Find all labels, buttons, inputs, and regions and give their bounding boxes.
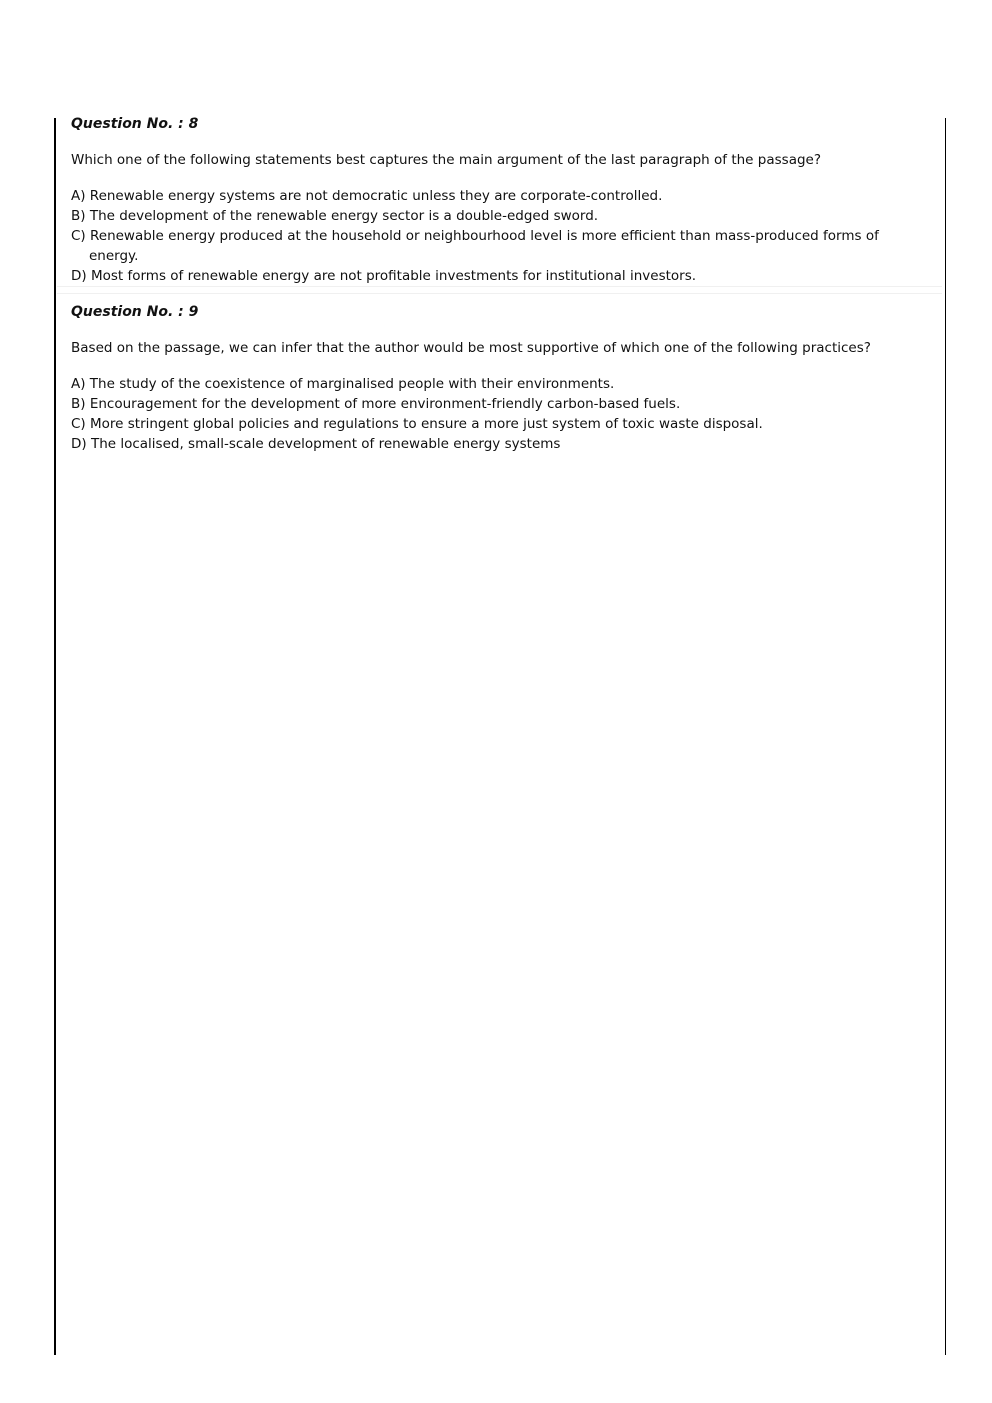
option-b: B) Encouragement for the development of more environment-friendly carbon-based fuels. bbox=[71, 396, 681, 412]
question-title: Question No. : 8 bbox=[71, 116, 199, 132]
option-b: B) The development of the renewable energy sector is a double-edged sword. bbox=[71, 208, 599, 224]
option-c: C) More stringent global policies and regulations to ensure a more just system of toxic waste disposal. bbox=[71, 416, 763, 432]
question-stem: Which one of the following statements best captures the main argument of the last paragraph of the passage? bbox=[71, 152, 822, 168]
question-9 bbox=[71, 304, 931, 454]
option-d: D) The localised, small-scale development of renewable energy systems bbox=[71, 436, 561, 452]
option-a: A) The study of the coexistence of marginalised people with their environments. bbox=[71, 376, 615, 392]
option-d: D) Most forms of renewable energy are not profitable investments for institutional investors. bbox=[71, 268, 697, 284]
option-a: A) Renewable energy systems are not democratic unless they are corporate-controlled. bbox=[71, 188, 663, 204]
question-stem: Based on the passage, we can infer that the author would be most supportive of which one of the following practices? bbox=[71, 340, 871, 356]
option-c: C) Renewable energy produced at the household or neighbourhood level is more efficient than mass-produced forms of energy. bbox=[71, 228, 879, 264]
question-title: Question No. : 9 bbox=[71, 304, 199, 320]
question-8 bbox=[71, 116, 931, 286]
question-separator bbox=[57, 286, 942, 294]
